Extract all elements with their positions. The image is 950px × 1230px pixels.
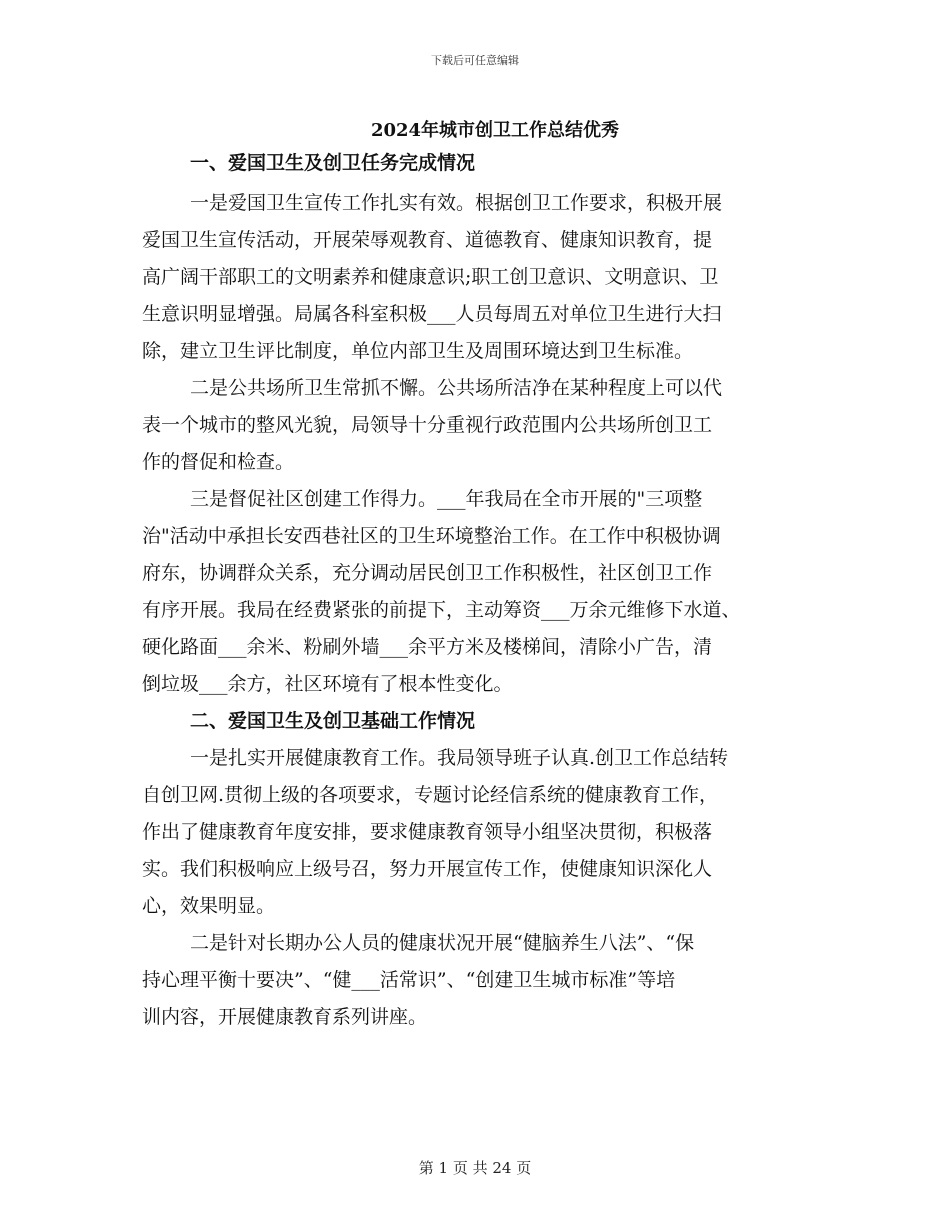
paragraph-line: 高广阔干部职工的文明素养和健康意识;职工创卫意识、文明意识、卫 <box>142 266 719 288</box>
paragraph-line: 倒垃圾___余方，社区环境有了根本性变化。 <box>142 673 513 695</box>
paragraph-line: 有序开展。我局在经费紧张的前提下，主动筹资___万余元维修下水道、 <box>142 599 741 621</box>
paragraph-line: 作的督促和检查。 <box>142 451 295 473</box>
paragraph-line: 三是督促社区创建工作得力。___年我局在全市开展的"三项整 <box>190 488 703 510</box>
paragraph-line: 一是扎实开展健康教育工作。我局领导班子认真.创卫工作总结转 <box>190 747 729 769</box>
paragraph-line: 生意识明显增强。局属各科室积极___人员每周五对单位卫生进行大扫 <box>142 303 722 325</box>
paragraph-line: 实。我们积极响应上级号召，努力开展宣传工作，使健康知识深化人 <box>142 858 713 880</box>
document-title: 2024年城市创卫工作总结优秀 <box>370 120 620 141</box>
paragraph-line: 爱国卫生宣传活动，开展荣辱观教育、道德教育、健康知识教育，提 <box>142 229 713 251</box>
page-number: 第 1 页 共 24 页 <box>418 1159 532 1177</box>
paragraph-line: 表一个城市的整风光貌，局领导十分重视行政范围内公共场所创卫工 <box>142 414 713 436</box>
page-header: 下载后可任意编辑 <box>431 54 519 67</box>
paragraph-line: 硬化路面___余米、粉刷外墙___余平方米及楼梯间，清除小广告，清 <box>142 636 713 658</box>
paragraph-line: 一是爱国卫生宣传工作扎实有效。根据创卫工作要求，积极开展 <box>190 192 723 214</box>
section-heading: 一、爱国卫生及创卫任务完成情况 <box>190 152 476 174</box>
paragraph-line: 二是公共场所卫生常抓不懈。公共场所洁净在某种程度上可以代 <box>190 377 723 399</box>
paragraph-line: 自创卫网.贯彻上级的各项要求，专题讨论经信系统的健康教育工作， <box>142 784 719 806</box>
paragraph-line: 治"活动中承担长安西巷社区的卫生环境整治工作。在工作中积极协调 <box>142 525 721 547</box>
paragraph-line: 府东，协调群众关系，充分调动居民创卫工作积极性，社区创卫工作 <box>142 562 713 584</box>
paragraph-line: 持心理平衡十要决”、“健___活常识”、“创建卫生城市标准”等培 <box>142 969 676 991</box>
paragraph-line: 二是针对长期办公人员的健康状况开展“健脑养生八法”、“保 <box>190 932 695 954</box>
paragraph-line: 心，效果明显。 <box>142 895 276 917</box>
paragraph-line: 作出了健康教育年度安排，要求健康教育领导小组坚决贯彻，积极落 <box>142 821 713 843</box>
section-heading: 二、爱国卫生及创卫基础工作情况 <box>190 710 476 732</box>
paragraph-line: 训内容，开展健康教育系列讲座。 <box>142 1006 428 1028</box>
paragraph-line: 除，建立卫生评比制度，单位内部卫生及周围环境达到卫生标准。 <box>142 340 694 362</box>
